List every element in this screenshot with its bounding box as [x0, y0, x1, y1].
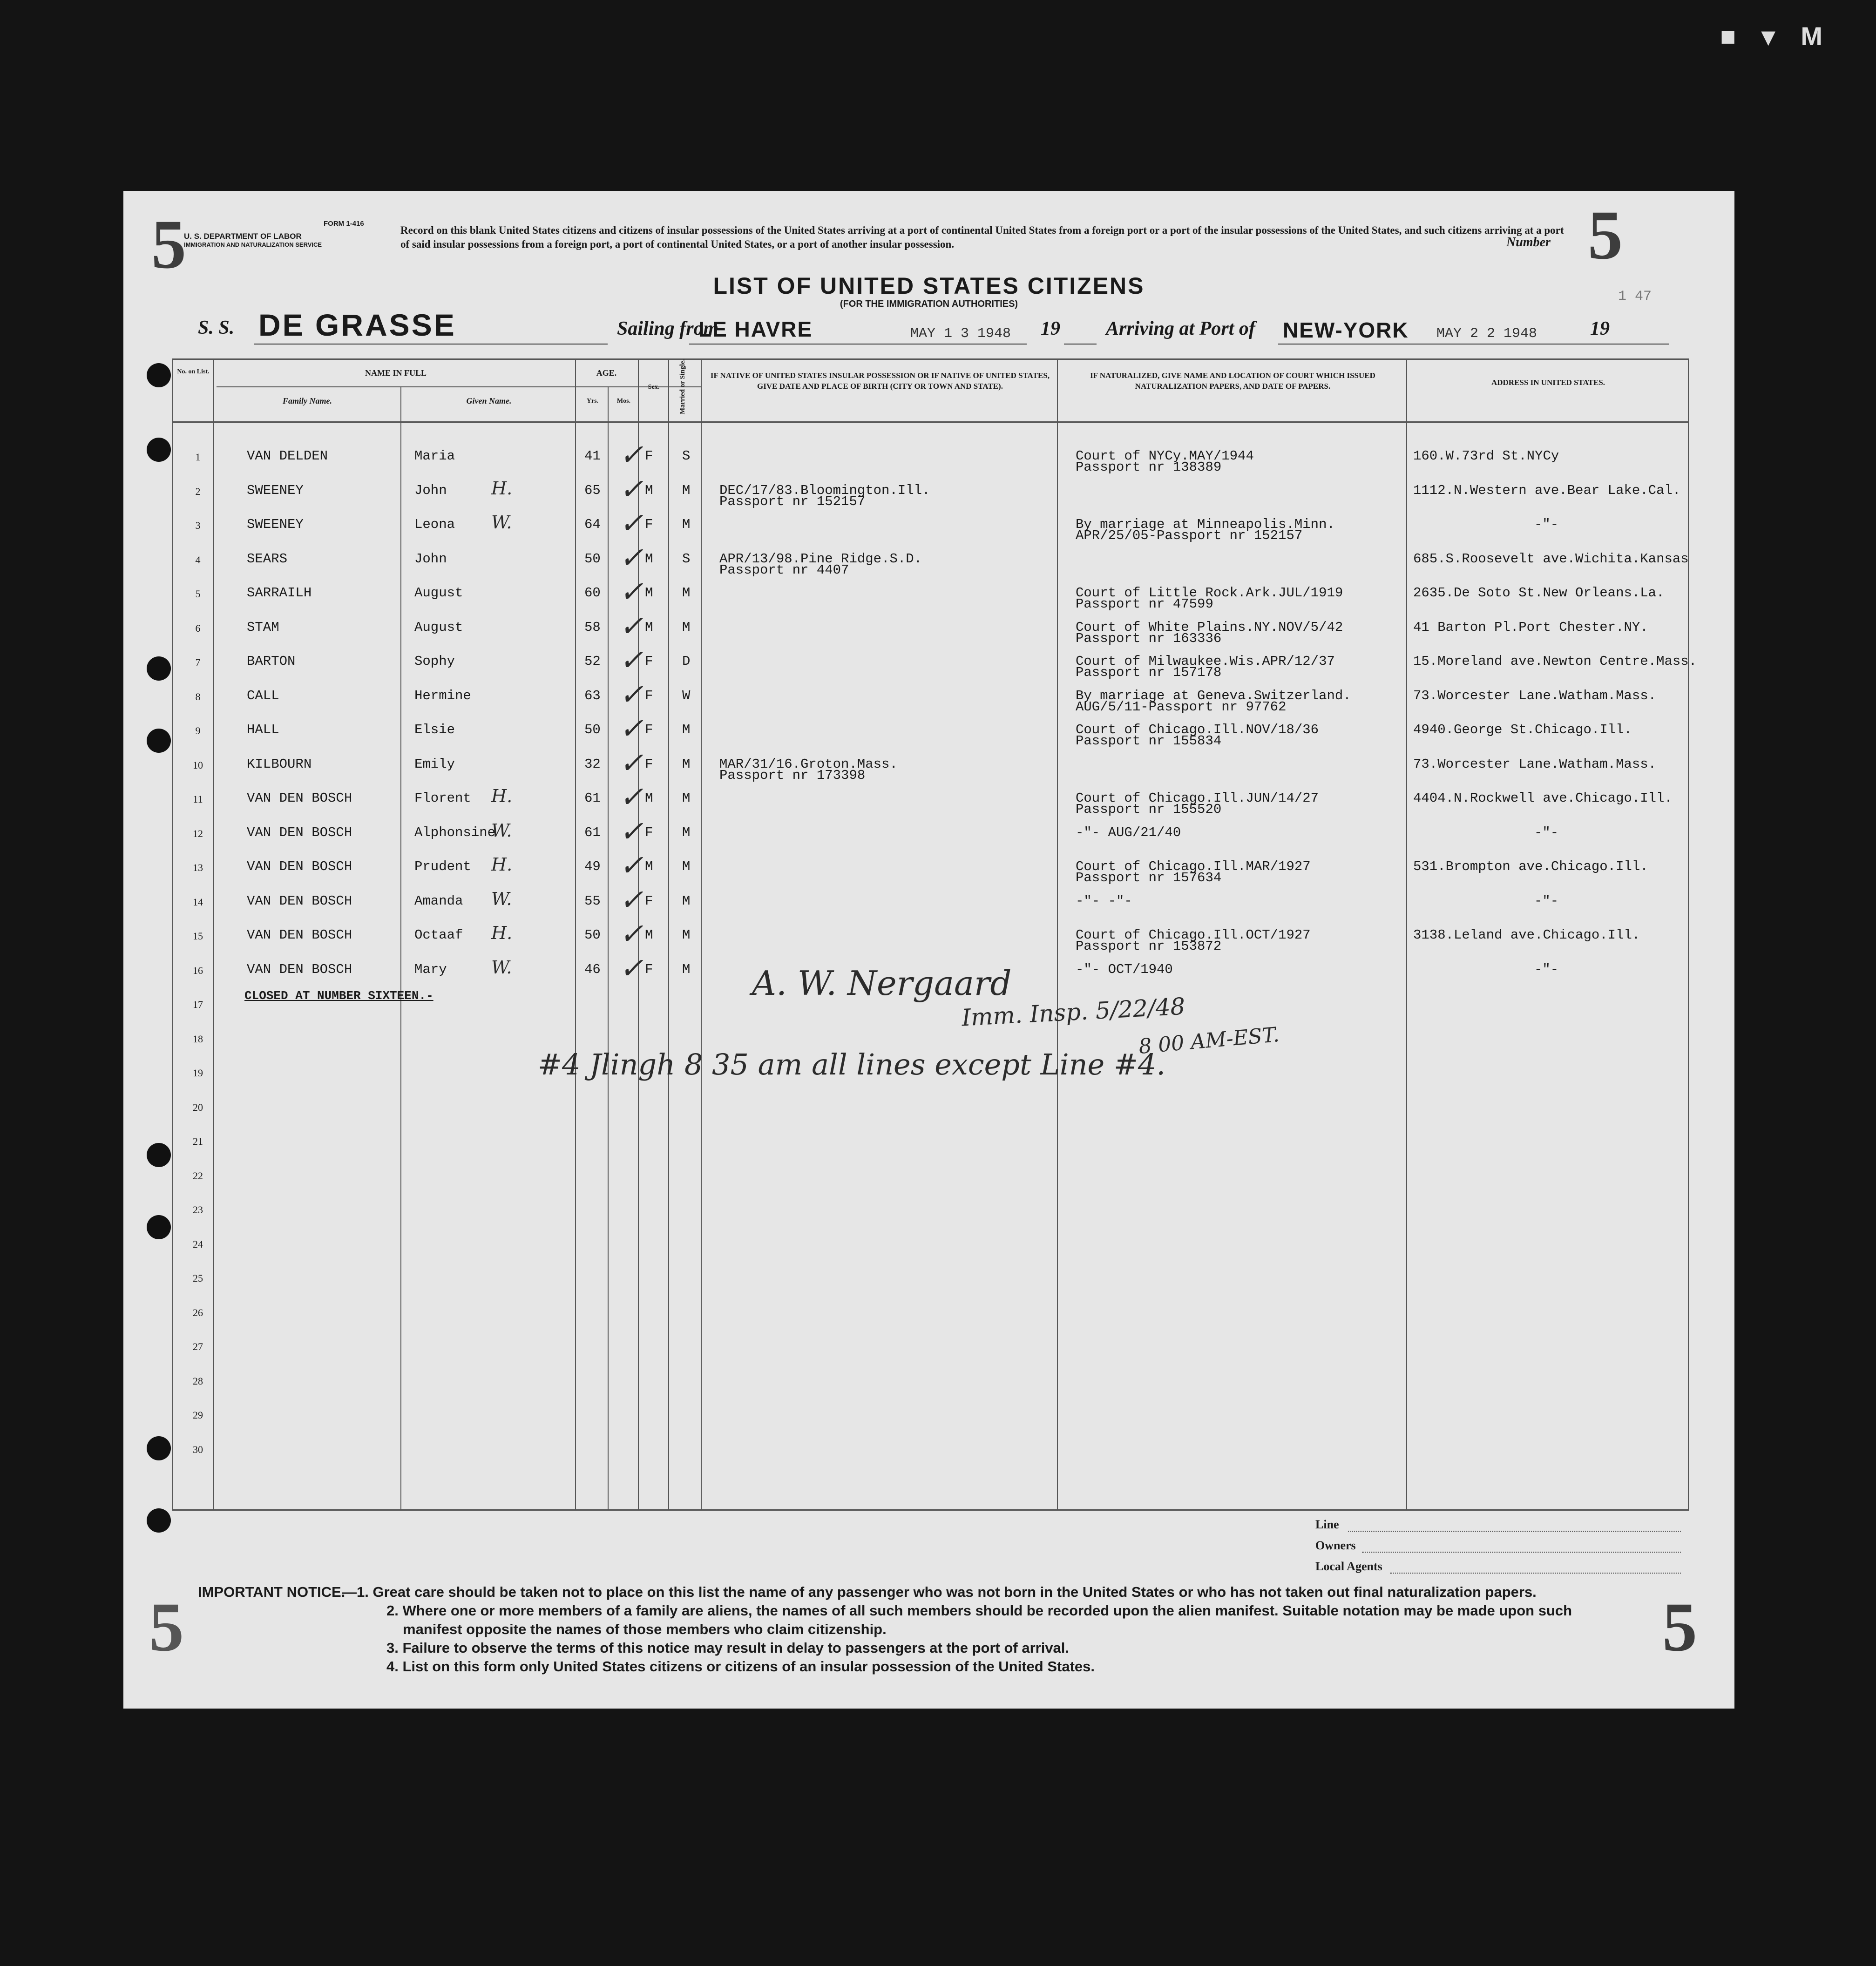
row-naturalization: Court of Chicago.Ill.MAR/1927: [1076, 859, 1311, 874]
row-family-name: VAN DEN BOSCH: [247, 961, 352, 977]
row-given-name: Florent: [414, 790, 471, 806]
row-family-name: VAN DEN BOSCH: [247, 893, 352, 909]
empty-line-number: 22: [193, 1169, 203, 1182]
punch-hole: [147, 729, 171, 753]
row-sex: F: [645, 517, 653, 532]
number-label: Number: [1506, 235, 1551, 250]
row-sex: F: [645, 756, 653, 772]
row-age-years: 46: [584, 961, 601, 977]
row-relation-mark: H.: [491, 923, 513, 943]
empty-line-number: 18: [193, 1033, 203, 1045]
row-sex: M: [645, 551, 653, 567]
row-sex: M: [645, 859, 653, 874]
row-marital-status: M: [682, 961, 691, 977]
row-number: 1: [195, 451, 201, 463]
page-title: LIST OF UNITED STATES CITIZENS: [713, 273, 1145, 299]
sailing-label: Sailing from: [617, 318, 719, 339]
sheet-number-right: 5: [1588, 196, 1623, 274]
row-family-name: VAN DEN BOSCH: [247, 824, 352, 840]
check-mark-icon: ✓: [619, 677, 643, 711]
row-family-name: SEARS: [247, 551, 288, 567]
row-naturalization: Court of Milwaukee.Wis.APR/12/37: [1076, 654, 1335, 669]
row-sex: M: [645, 927, 653, 943]
check-mark-icon: ✓: [619, 540, 643, 574]
row-address: 2635.De Soto St.New Orleans.La.: [1413, 585, 1665, 601]
inspector-title-date: Imm. Insp. 5/22/48: [961, 993, 1186, 1032]
row-relation-mark: W.: [491, 888, 512, 909]
row-given-name: John: [414, 482, 447, 498]
line-label: Line: [1315, 1518, 1339, 1531]
row-birth-passport: Passport nr 173398: [719, 767, 866, 783]
punch-hole: [147, 1436, 171, 1460]
row-nat-passport: Passport nr 157634: [1076, 870, 1222, 885]
row-family-name: STAM: [247, 619, 279, 635]
row-naturalization: -"- AUG/21/40: [1076, 824, 1181, 840]
row-relation-mark: H.: [491, 854, 513, 875]
arrival-date: MAY 2 2 1948: [1436, 326, 1537, 342]
row-number: 8: [195, 690, 201, 703]
row-family-name: SARRAILH: [247, 585, 312, 601]
row-number: 9: [195, 725, 201, 736]
row-naturalization: By marriage at Minneapolis.Minn.: [1076, 517, 1335, 532]
ss-label: S. S.: [198, 317, 235, 338]
handwritten-time: 8 00 AM-EST.: [1138, 1022, 1280, 1059]
row-marital-status: S: [682, 448, 691, 464]
empty-line-number: 20: [193, 1101, 203, 1113]
service: IMMIGRATION AND NATURALIZATION SERVICE: [184, 241, 322, 248]
empty-line-number: 30: [193, 1443, 203, 1455]
notice-label: IMPORTANT NOTICE.: [198, 1584, 345, 1600]
header-instructions: Record on this blank United States citizens and citizens of insular possessions of the United States arriving at a port of continental United States from a foreign port or a port of the insular possessions of the United States, and such citizens arriving at a port of said insular possessions from a foreign port, a port of continental United States, or a port of another insular possession.: [400, 224, 1564, 250]
row-number: 6: [195, 622, 201, 634]
empty-line-number: 26: [193, 1306, 203, 1318]
row-naturalization: -"- OCT/1940: [1076, 961, 1173, 977]
row-family-name: KILBOURN: [247, 756, 312, 772]
row-address: 531.Brompton ave.Chicago.Ill.: [1413, 859, 1648, 874]
row-age-years: 64: [584, 517, 601, 532]
check-mark-icon: ✓: [619, 882, 643, 917]
empty-line-number: 29: [193, 1409, 203, 1421]
row-relation-mark: W.: [491, 957, 512, 978]
notice-item-2-cont: manifest opposite the names of those members who claim citizenship.: [403, 1621, 887, 1637]
row-naturalization: Court of Chicago.Ill.NOV/18/36: [1076, 722, 1319, 737]
row-given-name: Emily: [414, 756, 455, 772]
check-mark-icon: ✓: [619, 608, 643, 643]
col-header-no: No. on List.: [177, 368, 210, 375]
check-mark-icon: ✓: [619, 506, 643, 540]
row-given-name: Amanda: [414, 893, 463, 909]
inspector-signature: A. W. Nergaard: [752, 964, 1012, 1003]
punch-hole: [147, 1143, 171, 1167]
row-age-years: 61: [584, 824, 601, 840]
row-marital-status: M: [682, 517, 691, 532]
row-marital-status: M: [682, 893, 691, 909]
row-number: 5: [195, 588, 201, 600]
sailing-port: LE HAVRE: [698, 317, 813, 341]
col-header-age: AGE.: [596, 368, 617, 378]
row-family-name: SWEENEY: [247, 482, 304, 498]
year-prefix: 19: [1590, 318, 1610, 339]
col-header-mos: Mos.: [616, 398, 631, 405]
row-nat-passport: Passport nr 138389: [1076, 459, 1222, 475]
row-marital-status: W: [682, 688, 691, 703]
row-relation-mark: W.: [491, 512, 512, 533]
row-marital-status: M: [682, 722, 691, 737]
sailing-date: MAY 1 3 1948: [910, 326, 1011, 342]
row-birth-info: DEC/17/83.Bloomington.Ill.: [719, 482, 930, 498]
row-marital-status: D: [682, 654, 691, 669]
punch-hole: [147, 1215, 171, 1239]
row-address: 73.Worcester Lane.Watham.Mass.: [1413, 688, 1657, 703]
sheet-stamp: 1 47: [1618, 289, 1652, 304]
row-address: 4404.N.Rockwell ave.Chicago.Ill.: [1413, 790, 1673, 806]
row-address: -"-: [1534, 961, 1559, 977]
check-mark-icon: ✓: [619, 917, 643, 951]
row-age-years: 52: [584, 654, 601, 669]
col-header-sex: Sex.: [648, 384, 660, 391]
row-family-name: SWEENEY: [247, 517, 304, 532]
row-given-name: Sophy: [414, 654, 455, 669]
owners-label: Owners: [1315, 1539, 1356, 1552]
row-nat-passport: Passport nr 163336: [1076, 630, 1222, 646]
row-given-name: August: [414, 619, 463, 635]
row-age-years: 65: [584, 482, 601, 498]
row-naturalization: Court of Chicago.Ill.JUN/14/27: [1076, 790, 1319, 806]
row-number: 14: [193, 896, 203, 908]
row-family-name: BARTON: [247, 654, 296, 669]
punch-hole: [147, 1508, 171, 1533]
row-age-years: 50: [584, 722, 601, 737]
row-family-name: VAN DEN BOSCH: [247, 790, 352, 806]
row-age-years: 60: [584, 585, 601, 601]
arriving-label: Arriving at Port of: [1106, 318, 1255, 339]
row-age-years: 32: [584, 756, 601, 772]
row-given-name: Prudent: [414, 859, 471, 874]
arrival-port: NEW-YORK: [1283, 318, 1409, 342]
ship-name: DE GRASSE: [258, 308, 456, 342]
row-marital-status: M: [682, 859, 691, 874]
empty-line-number: 19: [193, 1067, 203, 1079]
row-given-name: Maria: [414, 448, 455, 464]
row-family-name: HALL: [247, 722, 279, 737]
row-age-years: 55: [584, 893, 601, 909]
row-nat-passport: Passport nr 47599: [1076, 596, 1213, 612]
row-family-name: VAN DELDEN: [247, 448, 328, 464]
row-sex: M: [645, 482, 653, 498]
row-address: 15.Moreland ave.Newton Centre.Mass.: [1413, 654, 1697, 669]
row-naturalization: -"- -"-: [1076, 893, 1132, 909]
row-address: 160.W.73rd St.NYCy: [1413, 448, 1559, 464]
row-address: -"-: [1534, 517, 1559, 532]
local-agents-label: Local Agents: [1315, 1560, 1382, 1573]
film-corner-marks: ■ ▾ M: [1720, 21, 1832, 51]
page-subtitle: (FOR THE IMMIGRATION AUTHORITIES): [840, 299, 1018, 309]
row-relation-mark: H.: [491, 478, 513, 499]
row-number: 16: [193, 964, 203, 976]
row-number: 2: [195, 485, 201, 497]
row-number: 10: [193, 759, 203, 771]
row-family-name: VAN DEN BOSCH: [247, 859, 352, 874]
row-number: 15: [193, 930, 203, 942]
punch-hole: [147, 656, 171, 681]
row-given-name: Elsie: [414, 722, 455, 737]
sheet-number-left: 5: [151, 206, 186, 283]
empty-line-number: 27: [193, 1341, 203, 1352]
empty-line-number: 24: [193, 1238, 203, 1250]
row-nat-passport: Passport nr 155834: [1076, 733, 1222, 749]
col-header-married: Married or Single.: [679, 359, 686, 414]
empty-line-number: 21: [193, 1135, 203, 1147]
row-family-name: CALL: [247, 688, 279, 703]
col-header-family: Family Name.: [283, 396, 332, 405]
row-nat-passport: Passport nr 157178: [1076, 665, 1222, 680]
row-marital-status: M: [682, 585, 691, 601]
check-mark-icon: ✓: [619, 643, 643, 677]
row-sex: M: [645, 790, 653, 806]
manifest-page: [123, 191, 1734, 1709]
col-header-native: IF NATIVE OF UNITED STATES INSULAR POSSESSION OR IF NATIVE OF UNITED STATES, GIVE DATE AND PLACE OF BIRTH (CITY OR TOWN AND STATE).: [710, 371, 1050, 391]
check-mark-icon: ✓: [619, 472, 643, 506]
row-relation-mark: H.: [491, 786, 513, 806]
row-number: 7: [195, 656, 201, 668]
check-mark-icon: ✓: [619, 745, 643, 780]
row-birth-passport: Passport nr 152157: [719, 493, 866, 509]
row-number: 3: [195, 520, 201, 531]
row-sex: F: [645, 722, 653, 737]
col-header-naturalized: IF NATURALIZED, GIVE NAME AND LOCATION OF COURT WHICH ISSUED NATURALIZATION PAPERS, AND DATE OF PAPERS.: [1090, 371, 1375, 391]
row-age-years: 50: [584, 927, 601, 943]
row-given-name: Hermine: [414, 688, 471, 703]
row-address: 3138.Leland ave.Chicago.Ill.: [1413, 927, 1640, 943]
punch-hole: [147, 438, 171, 462]
row-sex: F: [645, 824, 653, 840]
check-mark-icon: ✓: [619, 711, 643, 745]
row-naturalization: Court of NYCy.MAY/1944: [1076, 448, 1254, 464]
row-family-name: VAN DEN BOSCH: [247, 927, 352, 943]
row-age-years: 58: [584, 619, 601, 635]
row-given-name: Mary: [414, 961, 447, 977]
row-age-years: 63: [584, 688, 601, 703]
row-number: 11: [193, 793, 203, 805]
check-mark-icon: ✓: [619, 848, 643, 882]
empty-line-number: 25: [193, 1272, 203, 1284]
row-nat-passport: Passport nr 155520: [1076, 802, 1222, 817]
col-header-given: Given Name.: [466, 396, 512, 405]
row-age-years: 61: [584, 790, 601, 806]
row-nat-passport: Passport nr 153872: [1076, 939, 1222, 954]
notice-item-2: 2. Where one or more members of a family are aliens, the names of all such members should be recorded upon the alien manifest. Suitable notation may be made upon such: [386, 1602, 1572, 1619]
closed-note: CLOSED AT NUMBER SIXTEEN.-: [244, 989, 433, 1003]
notice-item-3: 3. Failure to observe the terms of this notice may result in delay to passengers at the port of arrival.: [386, 1640, 1070, 1656]
row-nat-passport: AUG/5/11-Passport nr 97762: [1076, 699, 1287, 715]
row-given-name: John: [414, 551, 447, 567]
row-birth-passport: Passport nr 4407: [719, 562, 849, 578]
empty-line-number: 17: [193, 999, 203, 1010]
row-address: 1112.N.Western ave.Bear Lake.Cal.: [1413, 482, 1681, 498]
sheet-number-bottom-left: 5: [149, 1588, 184, 1666]
row-marital-status: M: [682, 824, 691, 840]
row-address: -"-: [1534, 824, 1559, 840]
row-address: 685.S.Roosevelt ave.Wichita.Kansas: [1413, 551, 1689, 567]
check-mark-icon: ✓: [619, 574, 643, 608]
row-address: 4940.George St.Chicago.Ill.: [1413, 722, 1632, 737]
row-naturalization: Court of Chicago.Ill.OCT/1927: [1076, 927, 1311, 943]
notice-item-1: —1. Great care should be taken not to place on this list the name of any passenger who was not born in the United States or who has not taken out final naturalization papers.: [342, 1584, 1537, 1600]
row-naturalization: Court of Little Rock.Ark.JUL/1919: [1076, 585, 1343, 601]
row-sex: F: [645, 654, 653, 669]
row-sex: M: [645, 585, 653, 601]
handwritten-note: #4 Jlingh 8 35 am all lines except Line #4.: [538, 1047, 1166, 1081]
row-sex: F: [645, 688, 653, 703]
check-mark-icon: ✓: [619, 814, 643, 848]
row-given-name: Alphonsine: [414, 824, 496, 840]
punch-hole: [147, 363, 171, 387]
empty-line-number: 28: [193, 1375, 203, 1387]
row-nat-passport: APR/25/05-Passport nr 152157: [1076, 528, 1303, 543]
row-marital-status: M: [682, 619, 691, 635]
year-prefix: 19: [1041, 318, 1060, 339]
row-naturalization: Court of White Plains.NY.NOV/5/42: [1076, 619, 1343, 635]
row-marital-status: M: [682, 482, 691, 498]
notice-item-4: 4. List on this form only United States citizens or citizens of an insular possession of the United States.: [386, 1658, 1095, 1675]
row-age-years: 49: [584, 859, 601, 874]
check-mark-icon: ✓: [619, 780, 643, 814]
form-number: FORM 1-416: [324, 220, 364, 228]
row-sex: F: [645, 961, 653, 977]
row-address: 41 Barton Pl.Port Chester.NY.: [1413, 619, 1648, 635]
row-marital-status: S: [682, 551, 691, 567]
check-mark-icon: ✓: [619, 951, 643, 985]
row-given-name: August: [414, 585, 463, 601]
row-sex: F: [645, 448, 653, 464]
row-address: -"-: [1534, 893, 1559, 909]
row-relation-mark: W.: [491, 820, 512, 841]
row-given-name: Leona: [414, 517, 455, 532]
row-address: 73.Worcester Lane.Watham.Mass.: [1413, 756, 1657, 772]
row-birth-info: MAR/31/16.Groton.Mass.: [719, 756, 898, 772]
row-sex: M: [645, 619, 653, 635]
col-header-name: NAME IN FULL: [365, 368, 427, 378]
col-header-address: ADDRESS IN UNITED STATES.: [1491, 378, 1605, 387]
row-age-years: 50: [584, 551, 601, 567]
check-mark-icon: ✓: [619, 438, 643, 472]
row-age-years: 41: [584, 448, 601, 464]
row-sex: F: [645, 893, 653, 909]
sheet-number-bottom-right: 5: [1662, 1588, 1697, 1666]
department: U. S. DEPARTMENT OF LABOR: [184, 232, 302, 241]
row-number: 12: [193, 827, 203, 839]
row-number: 13: [193, 862, 203, 873]
row-number: 4: [195, 554, 201, 566]
row-naturalization: By marriage at Geneva.Switzerland.: [1076, 688, 1351, 703]
row-birth-info: APR/13/98.Pine Ridge.S.D.: [719, 551, 922, 567]
row-marital-status: M: [682, 756, 691, 772]
row-marital-status: M: [682, 927, 691, 943]
row-marital-status: M: [682, 790, 691, 806]
row-given-name: Octaaf: [414, 927, 463, 943]
col-header-yrs: Yrs.: [586, 398, 599, 405]
empty-line-number: 23: [193, 1204, 203, 1216]
